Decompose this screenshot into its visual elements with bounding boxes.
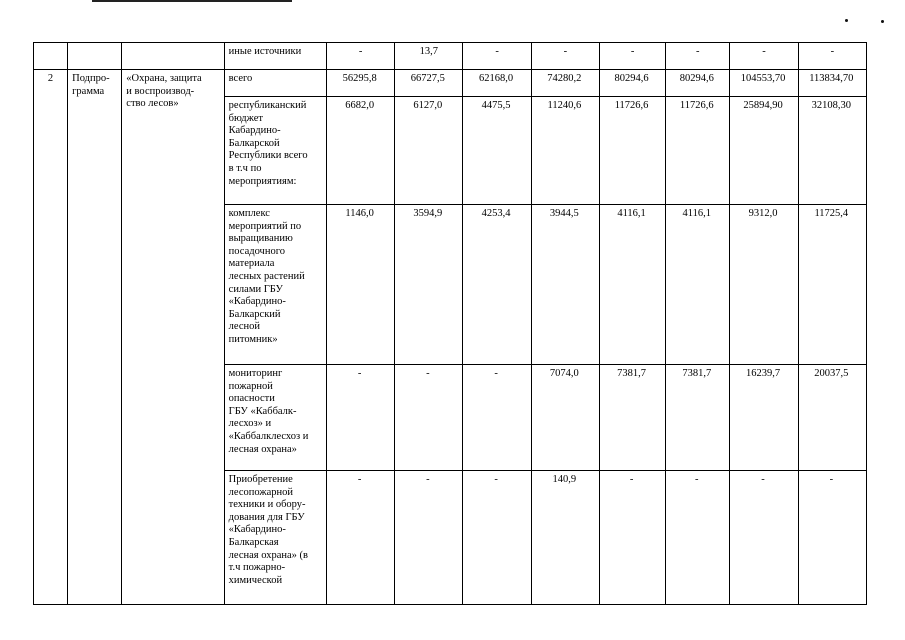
value-text: 66727,5 xyxy=(410,73,445,84)
value-cell xyxy=(666,43,730,70)
value-text: 11725,4 xyxy=(814,208,849,219)
label-line: мероприятий по xyxy=(228,220,302,232)
value-cell xyxy=(327,70,395,97)
label-line: лесная охрана» (в xyxy=(228,549,308,561)
label-line: лесных растений xyxy=(228,270,305,282)
value-cell xyxy=(395,365,463,471)
source-label-cell xyxy=(224,97,326,205)
source-label-cell xyxy=(224,70,326,97)
source-label-cell xyxy=(224,205,326,365)
value-cell xyxy=(798,97,866,205)
program-name-cell xyxy=(122,70,224,605)
label-line: «Каббалклесхоз и xyxy=(228,430,309,442)
value-text: 113834,70 xyxy=(809,73,854,84)
label-line: посадочного xyxy=(228,245,286,257)
top-rule xyxy=(92,0,292,2)
table-row xyxy=(34,70,867,97)
value-cell xyxy=(730,97,798,205)
label-line: т.ч пожарно- xyxy=(228,562,286,574)
value-text: 3594,9 xyxy=(413,208,443,219)
label-line: питомник» xyxy=(228,333,278,345)
value-cell xyxy=(599,471,665,605)
label-line: бюджет xyxy=(228,112,264,124)
value-text: - xyxy=(695,474,699,485)
program-type-line: Подпро- xyxy=(72,73,110,84)
value-cell xyxy=(327,205,395,365)
value-cell xyxy=(798,365,866,471)
value-text: 3944,5 xyxy=(549,208,579,219)
value-text: 56295,8 xyxy=(342,73,377,84)
value-cell xyxy=(730,70,798,97)
label-line: лесная охрана» xyxy=(228,443,297,455)
label-line: химической xyxy=(228,574,283,586)
value-text: 62168,0 xyxy=(479,73,514,84)
value-cell xyxy=(395,205,463,365)
value-text: - xyxy=(358,46,363,57)
value-cell xyxy=(327,471,395,605)
value-text: 6682,0 xyxy=(345,100,375,111)
value-text: 80294,6 xyxy=(614,73,649,84)
value-cell xyxy=(666,97,730,205)
label-line: Балкарская xyxy=(228,536,279,548)
value-text: 13,7 xyxy=(419,46,439,57)
value-cell xyxy=(327,365,395,471)
value-text: 32108,30 xyxy=(811,100,851,111)
value-text: - xyxy=(357,368,362,379)
table-row xyxy=(34,43,867,70)
value-cell xyxy=(666,471,730,605)
label-line: пожарной xyxy=(228,380,273,392)
budget-table xyxy=(33,42,867,605)
value-cell xyxy=(327,43,395,70)
value-cell xyxy=(463,70,531,97)
row-number-cell xyxy=(34,70,68,605)
label-line: Республики всего xyxy=(228,150,308,162)
value-cell xyxy=(531,471,599,605)
value-cell xyxy=(599,43,665,70)
value-cell xyxy=(327,97,395,205)
label-line: лесной xyxy=(228,321,260,333)
row-number-cell xyxy=(34,43,68,70)
value-text: - xyxy=(426,474,430,485)
value-text: 20037,5 xyxy=(814,368,849,379)
label-line: Кабардино- xyxy=(228,125,281,137)
value-text: 16239,7 xyxy=(745,368,781,379)
value-text: 104553,70 xyxy=(740,73,786,84)
label-line: лесхоз» и xyxy=(228,418,272,430)
label-line: Приобретение xyxy=(228,474,293,485)
value-text: 4116,1 xyxy=(617,208,646,219)
scan-dot xyxy=(845,19,848,22)
program-name-line: ство лесов» xyxy=(126,98,179,110)
label-line: мероприятиям: xyxy=(228,175,297,187)
value-text: - xyxy=(494,474,498,485)
value-cell xyxy=(531,43,599,70)
value-text: - xyxy=(696,46,700,57)
value-cell xyxy=(395,97,463,205)
value-cell xyxy=(463,43,531,70)
value-cell xyxy=(463,365,531,471)
value-cell xyxy=(463,471,531,605)
label-line: выращиванию xyxy=(228,233,293,245)
value-text: - xyxy=(630,46,635,57)
value-text: 4253,4 xyxy=(481,208,511,219)
label-line: мониторинг xyxy=(228,368,283,379)
label-line: Балкарской xyxy=(228,137,280,149)
value-text: - xyxy=(762,46,766,57)
value-text: - xyxy=(495,46,499,57)
label-line: опасности xyxy=(228,393,275,405)
value-cell xyxy=(395,70,463,97)
value-text: 6127,0 xyxy=(413,100,443,111)
value-text: - xyxy=(761,474,765,485)
label-line: материала xyxy=(228,258,275,270)
label-line: лесопожарной xyxy=(228,486,293,498)
label-line: Балкарский xyxy=(228,308,281,320)
value-text: 4116,1 xyxy=(682,208,712,219)
value-cell xyxy=(666,365,730,471)
value-cell xyxy=(666,70,730,97)
value-text: - xyxy=(829,474,834,485)
value-text: - xyxy=(629,474,634,485)
value-text: - xyxy=(426,368,430,379)
program-name-cell xyxy=(122,43,224,70)
program-name-line: «Охрана, защита xyxy=(126,73,202,84)
value-text: 4475,5 xyxy=(481,100,511,111)
label-line: комплекс xyxy=(228,208,270,219)
value-cell xyxy=(730,365,798,471)
program-type-cell xyxy=(68,70,122,605)
value-text: 11726,6 xyxy=(614,100,649,111)
label-line: дования для ГБУ xyxy=(228,511,305,523)
value-cell xyxy=(531,205,599,365)
value-text: 80294,6 xyxy=(679,73,714,84)
value-cell xyxy=(798,205,866,365)
value-text: - xyxy=(563,46,568,57)
program-name-line: и воспроизвод- xyxy=(126,85,195,97)
value-cell xyxy=(531,97,599,205)
value-text: 7074,0 xyxy=(549,368,579,379)
value-cell xyxy=(395,43,463,70)
program-type-cell xyxy=(68,43,122,70)
value-cell xyxy=(463,97,531,205)
value-text: 140,9 xyxy=(552,474,577,485)
value-text: - xyxy=(830,46,835,57)
value-cell xyxy=(531,70,599,97)
value-cell xyxy=(730,471,798,605)
value-cell xyxy=(730,205,798,365)
source-label-cell xyxy=(224,43,326,70)
value-text: 1146,0 xyxy=(345,208,374,219)
value-text: 11240,6 xyxy=(547,100,582,111)
source-label-cell xyxy=(224,471,326,605)
value-cell xyxy=(599,70,665,97)
value-text: 9312,0 xyxy=(748,208,778,219)
label-line: «Кабардино- xyxy=(228,296,286,308)
value-text: 11726,6 xyxy=(679,100,714,111)
label-line: ГБУ «Каббалк- xyxy=(228,405,297,417)
row-label: всего xyxy=(228,73,253,84)
value-cell xyxy=(798,70,866,97)
row-number: 2 xyxy=(47,73,54,84)
value-cell xyxy=(730,43,798,70)
value-cell xyxy=(463,205,531,365)
label-line: республиканский xyxy=(228,100,307,111)
value-text: - xyxy=(494,368,498,379)
value-cell xyxy=(395,471,463,605)
value-text: 25894,90 xyxy=(743,100,783,111)
value-cell xyxy=(798,43,866,70)
value-text: 7381,7 xyxy=(682,368,712,379)
label-line: в т.ч по xyxy=(228,162,262,174)
value-cell xyxy=(599,205,665,365)
value-text: - xyxy=(357,474,362,485)
value-cell xyxy=(798,471,866,605)
value-cell xyxy=(531,365,599,471)
row-label: иные источники xyxy=(228,46,302,57)
value-cell xyxy=(599,97,665,205)
label-line: «Кабардино- xyxy=(228,524,286,536)
value-cell xyxy=(666,205,730,365)
label-line: силами ГБУ xyxy=(228,283,283,295)
value-cell xyxy=(599,365,665,471)
value-text: 7381,7 xyxy=(617,368,646,379)
source-label-cell xyxy=(224,365,326,471)
label-line: техники и обору- xyxy=(228,499,306,511)
program-type-line: грамма xyxy=(72,85,105,97)
value-text: 74280,2 xyxy=(547,73,582,84)
scan-dot xyxy=(881,20,884,23)
